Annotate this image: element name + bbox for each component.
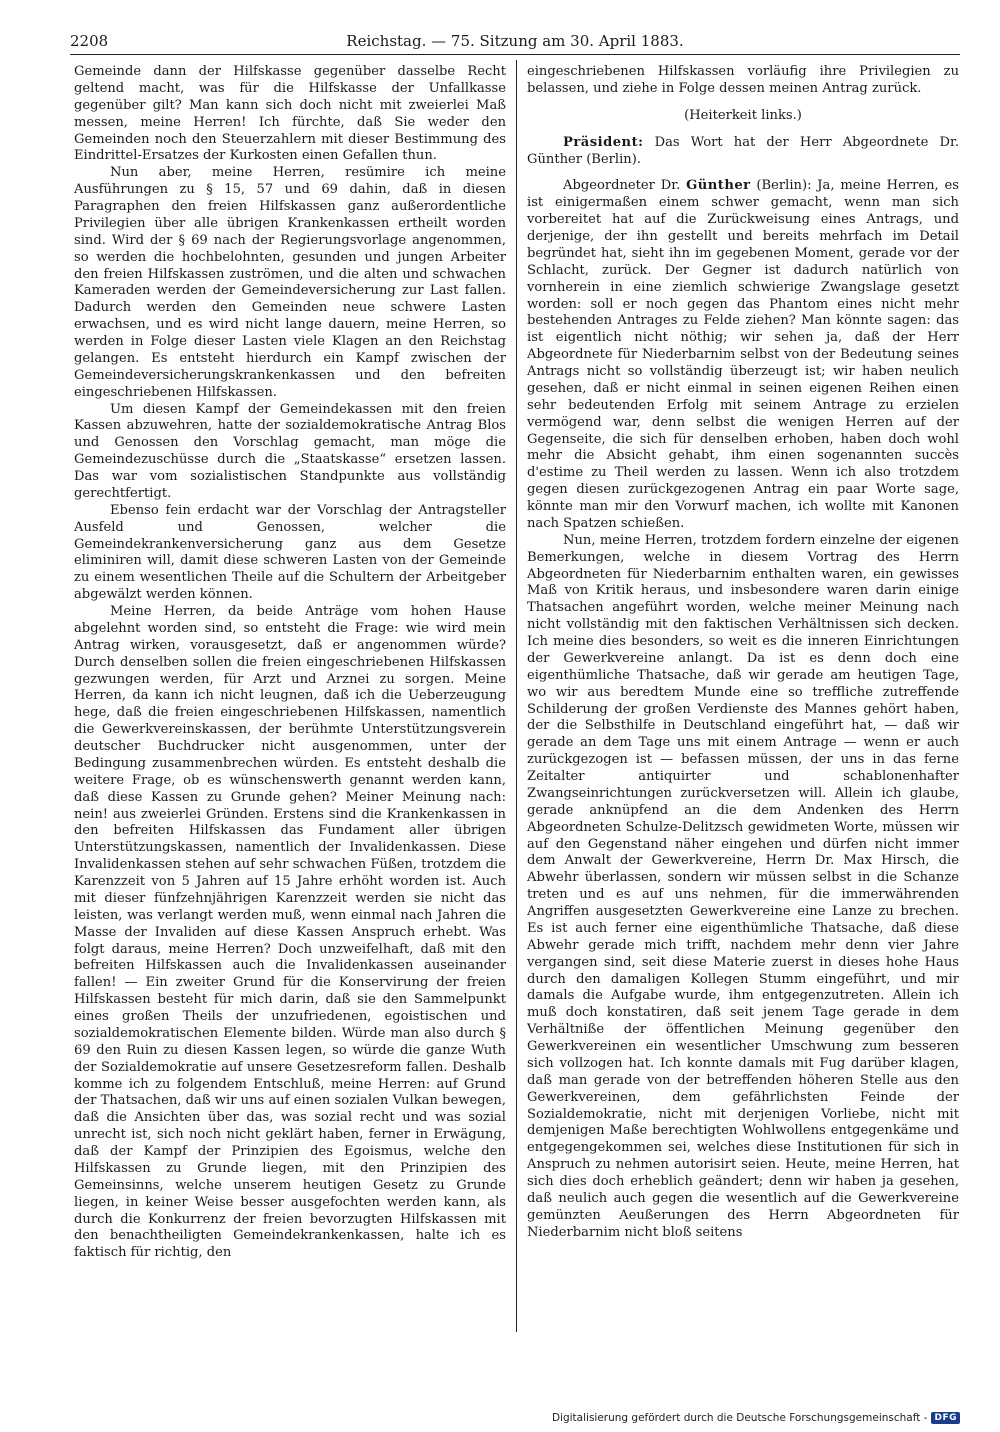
paragraph: eingeschriebenen Hilfskassen vorläufig ihre Privilegien zu belassen, und ziehe in Folge dessen meinen Antrag zurück.: [527, 64, 959, 96]
president-text: Das Wort hat der Herr Abgeordnete Dr. Günther (Berlin).: [527, 134, 959, 167]
paragraph: Um diesen Kampf der Gemeindekassen mit den freien Kassen abzuwehren, hatte der sozialdemokratische Antrag Blos und Genossen den Vorschlag gemacht, man möge die Gemeindezuschüsse durch die „Staatskasse“ ersetzen lassen. Das war vom sozialistischen Standpunkte aus vollständig gerechtfertigt.: [74, 401, 506, 501]
credit-text: Digitalisierung gefördert durch die Deutsche Forschungsgemeinschaft -: [551, 1412, 928, 1424]
speaker-name: Günther: [686, 178, 751, 194]
page-number: 2208: [70, 32, 109, 50]
speaker-prefix: Abgeordneter Dr.: [563, 178, 687, 194]
reaction-note: (Heiterkeit links.): [684, 107, 802, 123]
paragraph: Nun, meine Herren, trotzdem fordern einzelne der eigenen Bemerkungen, welche in diesem Vortrag des Herrn Abgeordneten für Niederbarnim enthalten waren, ein gewisses Maß von Kritik heraus, und insbesondere waren darin einige Thatsachen angeführt worden, welche meiner Meinung nach nicht vollständig mit den faktischen Verhältnissen sich decken. Ich meine dies besonders, so weit es die inneren Einrichtungen der Gewerkvereine anlangt. Da ist es denn doch eine eigenthümliche Thatsache, daß wir gerade am heutigen Tage, wo wir aus beredtem Munde eine so treffliche zutreffende Schilderung der großen Verdienste des Mannes gehört haben, der die Selbsthilfe in Deutschland eingeführt hat, — daß wir gerade an dem Tage uns mit einem Antrage — wenn er auch zurückgezogen ist — befassen müssen, der uns in das ferne Zeitalter antiquirter und schablonenhafter Zwangseinrichtungen zurückversetzen will. Allein ich glaube, gerade anknüpfend an die dem Andenken des Herrn Abgeordneten Schulze-Delitzsch gewidmeten Worte, müssen wir auf den Gegenstand näher eingehen und dürfen nicht immer dem Anwalt der Gewerkvereine, Herrn Dr. Max Hirsch, die Abwehr überlassen, sondern wir müssen selbst in die Schanze treten und es auf uns nehmen, für die immerwährenden Angriffen ausgesetzten Gewerkvereine eine Lanze zu brechen. Es ist auch ferner eine eigenthümliche Thatsache, daß diese Abwehr gerade mich trifft, nachdem mehr denn vier Jahre vergangen sind, seit diese Materie zuerst in dieses hohe Haus durch den damaligen Kollegen Stumm eingeführt, und mir damals die Aufgabe wurde, ihm entgegenzutreten. Allein ich muß doch konstatiren, daß seit jenem Tage gerade in dem Verhältniße der öffentlichen Meinung gegenüber den Gewerkvereinen ein wesentlicher Umschwung zum besseren sich vollzogen hat. Ich konnte damals mit Fug darüber klagen, daß man gerade von der betreffenden höheren Stelle aus den Gewerkvereinen, dem gefährlichsten Feinde der Sozialdemokratie, nicht mit derjenigen Vorliebe, nicht mit demjenigen Maße berechtigten Wohlwollens entgegenkäme und entgegengekommen sei, welches diese Institutionen für sich in Anspruch zu nehmen autorisirt seien. Heute, meine Herren, hat sich dies doch erheblich geändert; denn wir haben ja gesehen, daß neulich auch gegen die wesentlich auf die Gewerkvereine gemünzten Aeußerungen des Herrn Abgeordneten für Niederbarnim nicht bloß seitens: [527, 532, 959, 1240]
paragraph: Nun aber, meine Herren, resümire ich meine Ausführungen zu § 15, 57 und 69 dahin, daß in diesen Paragraphen den freien Hilfskassen ganz außerordentliche Privilegien über alle übrigen Krankenkassen ertheilt worden sind. Wird der § 69 nach der Regierungsvorlage angenommen, so werden die hochbelohnten, gesunden und jungen Arbeiter den freien Hilfskassen zuströmen, und die alten und schwachen Kameraden werden der Gemeindeversicherung zur Last fallen. Dadurch werden den Gemeinden neue schwere Lasten erwachsen, und es wird nicht lange dauern, meine Herren, so werden in Folge dieser Lasten viele Klagen an den Reichstag gelangen. Es entsteht hierdurch ein Kampf zwischen der Gemeindeversicherungskrankenkassen und den befreiten eingeschriebenen Hilfskassen.: [74, 165, 506, 400]
paragraph: Gemeinde dann der Hilfskasse gegenüber dasselbe Recht geltend macht, was für die Hilfskasse der Unfallkasse gegenüber gilt? Man kann sich doch nicht mit zweierlei Maß messen, meine Herren! Ich fürchte, daß Sie weder den Gemeinden noch den Steuerzahlern mit dieser Bestimmung des Eindrittel-Ersatzes der Kurkosten einen Gefallen thun.: [74, 64, 506, 164]
digitization-credit: [552, 1412, 960, 1424]
paragraph: Ebenso fein erdacht war der Vorschlag der Antragsteller Ausfeld und Genossen, welcher die Gemeindekrankenversicherung ganz aus dem Gesetze eliminiren will, damit diese schweren Lasten von der Gemeinde zu einem wesentlichen Theile auf die Schultern der Arbeitgeber abgewälzt werden können.: [74, 502, 506, 603]
president-paragraph: [527, 135, 959, 169]
column-divider: [516, 60, 517, 1332]
speaker-text: (Berlin): Ja, meine Herren, es ist einigermaßen einem schwer gemacht, wenn man sich vorbereitet hat auf die Zurückweisung eines Antrags, und derjenige, der ihn gestellt und bereits mehrfach im Detail begründet hat, sieht ihn im gegebenen Moment, gerade vor der Schlacht, zurück. Der Gegner ist dadurch natürlich von vornherein in eine ziemlich schwierige Zwangslage gesetzt worden: soll er noch gegen das Phantom eines nicht mehr bestehenden Antrages zu Felde ziehen? Man könnte sagen: das ist eigentlich nicht nöthig; wir sehen ja, daß der Herr Abgeordnete für Niederbarnim selbst von der Bedeutung seines Antrags nicht so vollständig überzeugt ist; wir haben neulich gesehen, daß er nicht einmal in seinen eigenen Reihen einen sehr bedeutenden Erfolg mit seinem Antrage zu erzielen vermögend war, denn selbst die wenigen Herren auf der Gegenseite, die sich für denselben erhoben, haben doch wohl mehr die Absicht gehabt, ihm einen sogenannten succès d'estime zu Theil werden zu lassen. Wenn ich also trotzdem gegen diesen zurückgezogenen Antrag ein paar Worte sage, könnte man mir den Vorwurf machen, ich wollte mit Kanonen nach Spatzen schießen.: [527, 178, 959, 531]
dfg-logo: DFG: [931, 1412, 960, 1424]
speech-paragraph: [527, 178, 959, 532]
running-header: [70, 30, 960, 55]
right-column: [527, 64, 959, 1326]
left-column: [74, 64, 506, 1326]
paragraph: Meine Herren, da beide Anträge vom hohen Hause abgelehnt worden sind, so entsteht die Frage: wie wird mein Antrag wirken, vorausgesetzt, daß er angenommen würde? Durch denselben sollen die freien eingeschriebenen Hilfskassen gezwungen werden, für Arzt und Arznei zu sorgen. Meine Herren, da kann ich nicht leugnen, daß ich die Ueberzeugung hege, daß die freien eingeschriebenen Hilfskassen, namentlich die Gewerkvereinskassen, der berühmte Unterstützungsverein deutscher Buchdrucker nicht ausgenommen, unter der Bedingung zusammenbrechen würden. Es entsteht deshalb die weitere Frage, ob es wünschenswerth genannt werden kann, daß diese Kassen zu Grunde gehen? Meiner Meinung nach: nein! aus zweierlei Gründen. Erstens sind die Krankenkassen in den befreiten Hilfskassen das Fundament aller übrigen Unterstützungskassen, namentlich der Invalidenkassen. Diese Invalidenkassen stehen auf sehr schwachen Füßen, trotzdem die Karenzzeit von 5 Jahren auf 15 Jahre erhöht worden ist. Auch mit dieser fünfzehnjährigen Karenzzeit werden sie nicht das leisten, was verlangt werden muß, wenn einmal nach Jahren die Masse der Invaliden auf diese Kassen Anspruch erhebt. Was folgt daraus, meine Herren? Doch unzweifelhaft, daß mit den befreiten Hilfskassen auch die Invalidenkassen auseinander fallen! — Ein zweiter Grund für die Konservirung der freien Hilfskassen besteht für mich darin, daß sie den Sammelpunkt eines großen Theils der unzufriedenen, egoistischen und sozialdemokratischen Elemente bilden. Würde man also durch § 69 den Ruin zu diesen Kassen legen, so würde die ganze Wuth der Sozialdemokratie auf unsere Gesetzesreform fallen. Deshalb komme ich zu folgendem Entschluß, meine Herren: auf Grund der Thatsachen, daß wir uns auf einen sozialen Vulkan bewegen, daß die Ansichten über das, was sozial recht und was sozial unrecht ist, sich noch nicht geklärt haben, ferner in Erwägung, daß der Kampf der Prinzipien des Egoismus, welche den Hilfskassen zu Grunde liegen, mit den Prinzipien des Gemeinsinns, welche unserem heutigen Gesetz zu Grunde liegen, in keiner Weise besser ausgefochten werden kann, als durch die Konkurrenz der freien bevorzugten Hilfskassen mit den benachtheiligten Gemeindekrankenkassen, halte ich es faktisch für richtig, den: [74, 604, 506, 1261]
running-title: Reichstag. — 75. Sitzung am 30. April 1883.: [346, 32, 684, 50]
president-label: Präsident:: [563, 134, 644, 150]
